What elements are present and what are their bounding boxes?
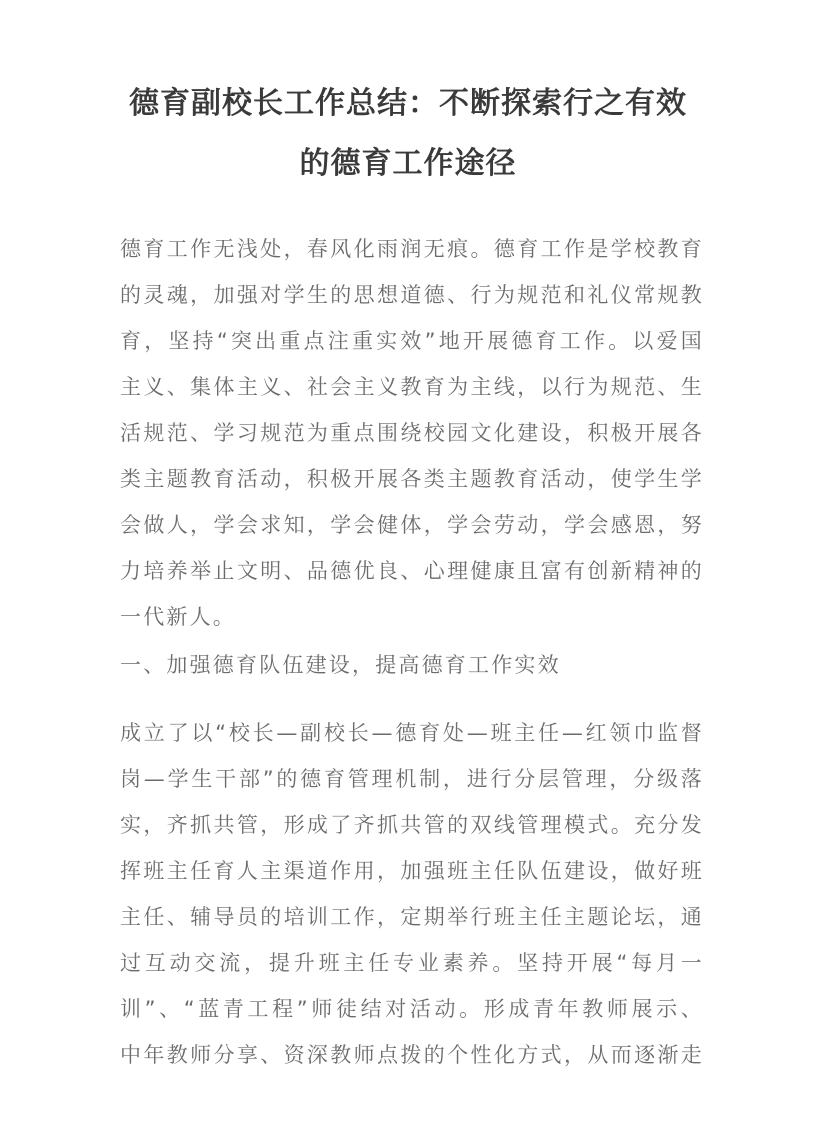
paragraph-line: 训”、“蓝青工程”师徒结对活动。形成青年教师展示、 <box>120 997 704 1021</box>
paragraph-line: 力培养举止文明、品德优良、心理健康且富有创新精神的 <box>120 559 704 583</box>
paragraph-line: 一代新人。 <box>120 605 236 629</box>
paragraph-line: 挥班主任育人主渠道作用，加强班主任队伍建设，做好班 <box>120 859 704 883</box>
section-paragraph <box>120 710 704 1078</box>
section-heading-text: 一、加强德育队伍建设，提高德育工作实效 <box>120 653 561 677</box>
paragraph-line: 德育工作无浅处，春风化雨润无痕。德育工作是学校教育 <box>120 237 704 261</box>
paragraph-line: 会做人，学会求知，学会健体，学会劳动，学会感恩，努 <box>120 513 704 537</box>
paragraph-line: 岗—学生干部”的德育管理机制，进行分层管理，分级落 <box>120 767 704 791</box>
paragraph-line: 主任、辅导员的培训工作，定期举行班主任主题论坛，通 <box>120 905 704 929</box>
paragraph-line: 的灵魂，加强对学生的思想道德、行为规范和礼仪常规教 <box>120 283 704 307</box>
paragraph-line: 类主题教育活动，积极开展各类主题教育活动，使学生学 <box>120 467 704 491</box>
paragraph-line: 过互动交流，提升班主任专业素养。坚持开展“每月一 <box>120 951 704 975</box>
document-title-line-1: 德育副校长工作总结：不断探索行之有效 <box>129 86 687 121</box>
paragraph-line: 活规范、学习规范为重点围绕校园文化建设，积极开展各 <box>120 421 704 445</box>
document-title-line-2: 的德育工作途径 <box>299 146 517 181</box>
paragraph-line: 主义、集体主义、社会主义教育为主线，以行为规范、生 <box>120 375 704 399</box>
paragraph-line: 育，坚持“突出重点注重实效”地开展德育工作。以爱国 <box>120 329 704 353</box>
intro-paragraph <box>120 226 704 640</box>
paragraph-line: 成立了以“校长—副校长—德育处—班主任—红领巾监督 <box>120 721 704 745</box>
section-heading <box>120 650 704 680</box>
paragraph-line: 中年教师分享、资深教师点拨的个性化方式，从而逐渐走 <box>120 1043 704 1067</box>
paragraph-line: 实，齐抓共管，形成了齐抓共管的双线管理模式。充分发 <box>120 813 704 837</box>
